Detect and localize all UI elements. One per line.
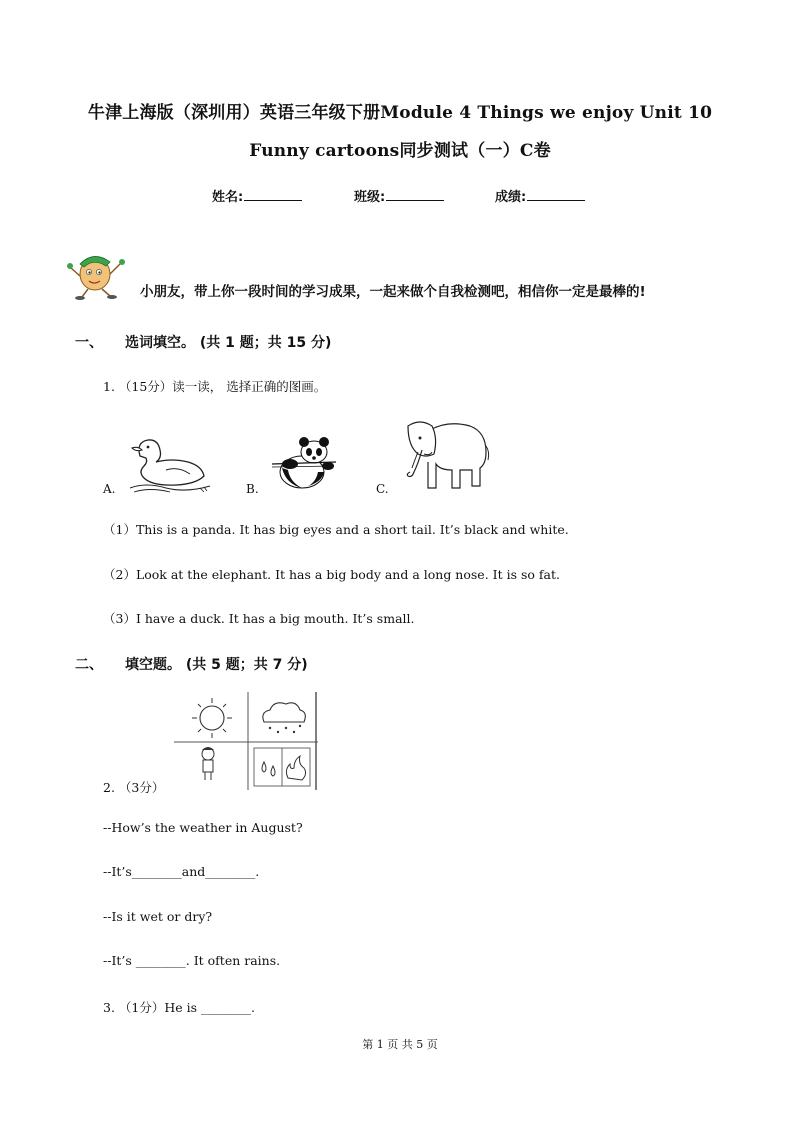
mascot-icon [66, 244, 128, 300]
section-1-title: 选词填空。 (共 1 题；共 15 分) [125, 335, 332, 351]
option-c-label[interactable]: C. [376, 482, 389, 496]
question-2-line-1: --How’s the weather in August? [103, 820, 303, 835]
question-2-line-3: --Is it wet or dry? [103, 909, 213, 924]
document-title-line1: 牛津上海版（深圳用）英语三年级下册Module 4 Things we enjoy Unit 10 [87, 103, 713, 123]
class-field[interactable] [354, 186, 444, 205]
weather-grid-image [174, 692, 318, 790]
drops-and-fire-icon [254, 748, 310, 786]
page-number: 第 1 页 共 5 页 [362, 1038, 438, 1051]
document-title-line2: Funny cartoons同步测试（一）C卷 [249, 141, 551, 161]
question-2-line-2[interactable]: --It’s________and________. [103, 864, 260, 879]
child-icon [202, 747, 214, 780]
question-2-stem: 2. （3分） [103, 780, 165, 795]
question-1-item-2: （2）Look at the elephant. It has a big body and a long nose. It is so fat. [103, 567, 560, 582]
question-2-line-4[interactable]: --It’s ________. It often rains. [103, 953, 281, 968]
panda-image[interactable] [268, 432, 340, 494]
question-3-stem[interactable]: 3. （1分）He is ________. [103, 1000, 255, 1015]
score-field[interactable] [495, 186, 585, 205]
question-1-stem: 1. （15分）读一读， 选择正确的图画。 [103, 379, 327, 394]
name-field[interactable] [212, 186, 302, 205]
section-2-title: 填空题。 (共 5 题；共 7 分) [125, 657, 308, 673]
duck-image[interactable] [126, 432, 212, 494]
cloud-icon [263, 703, 305, 733]
question-1-item-1: （1）This is a panda. It has big eyes and a short tail. It’s black and white. [103, 522, 569, 537]
class-blank[interactable] [386, 189, 444, 201]
score-blank[interactable] [527, 189, 585, 201]
sun-icon [192, 698, 232, 738]
section-2-heading [75, 654, 308, 674]
section-2-number: 二、 [75, 657, 103, 673]
question-1-item-3: （3）I have a duck. It has a big mouth. It’s small. [103, 611, 415, 626]
name-blank[interactable] [244, 189, 302, 201]
class-label: 班级: [354, 190, 386, 205]
name-label: 姓名: [212, 190, 244, 205]
option-b-label[interactable]: B. [246, 482, 259, 496]
encouragement-text: 小朋友，带上你一段时间的学习成果，一起来做个自我检测吧，相信你一定是最棒的! [140, 284, 646, 300]
section-1-number: 一、 [75, 335, 103, 351]
section-1-heading [75, 332, 331, 352]
elephant-image[interactable] [400, 416, 492, 494]
option-a-label[interactable]: A. [103, 482, 116, 496]
score-label: 成绩: [495, 190, 527, 205]
